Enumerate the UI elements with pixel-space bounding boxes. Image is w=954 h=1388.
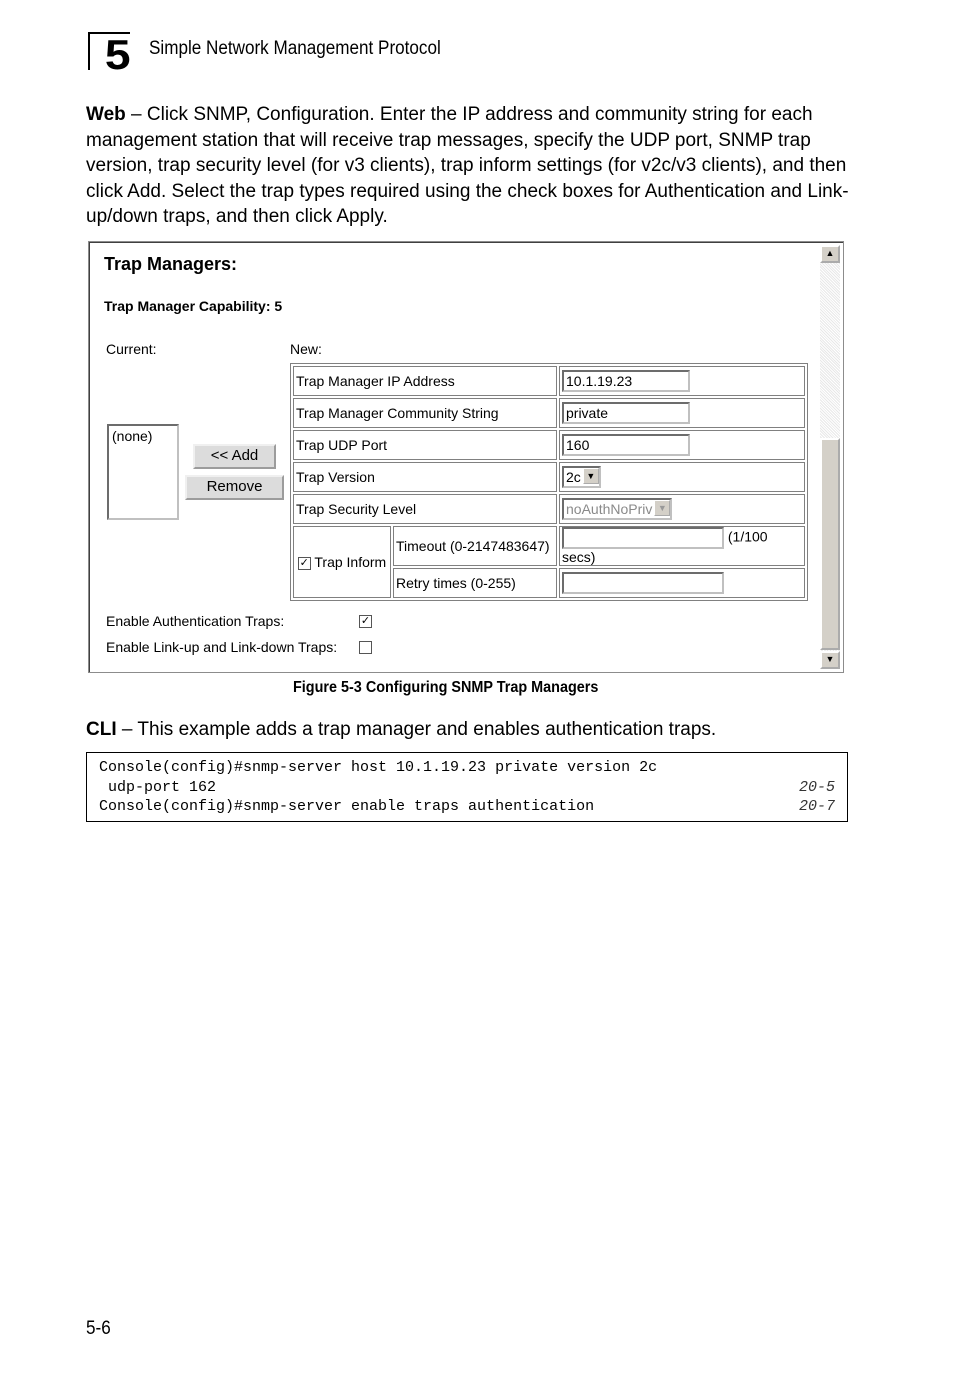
retry-times-cell	[559, 568, 805, 598]
code-line-2: udp-port 162	[99, 779, 217, 796]
add-button[interactable]: << Add	[193, 444, 276, 469]
timeout-cell	[559, 526, 805, 566]
chevron-down-icon[interactable]: ▼	[583, 468, 599, 484]
security-level-value: noAuthNoPriv	[566, 501, 653, 517]
security-level-select[interactable]	[562, 498, 672, 520]
trap-managers-heading: Trap Managers:	[104, 254, 238, 274]
community-string-cell	[559, 398, 805, 428]
chevron-down-icon[interactable]: ▼	[654, 500, 670, 516]
current-trap-managers-list[interactable]	[107, 424, 179, 520]
code-line-1: Console(config)#snmp-server host 10.1.19.23 private version 2c	[99, 759, 658, 776]
community-string-input[interactable]: private	[562, 402, 690, 424]
code-line-3: Console(config)#snmp-server enable traps authentication	[99, 798, 595, 815]
ip-address-input[interactable]: 10.1.19.23	[562, 370, 690, 392]
retry-times-input[interactable]	[562, 572, 724, 594]
code-reference-2: 20-7	[798, 798, 835, 815]
trap-version-value: 2c	[566, 469, 581, 485]
chapter-number: 5	[104, 31, 131, 78]
cli-lead: CLI	[86, 719, 117, 740]
code-reference-1: 20-5	[798, 779, 835, 796]
link-traps-checkbox[interactable]	[359, 641, 372, 654]
chapter-title: Simple Network Management Protocol	[149, 38, 441, 59]
chapter-number-box	[88, 31, 131, 78]
cli-code-block	[86, 752, 848, 822]
trap-inform-label: Trap Inform	[314, 554, 387, 570]
udp-port-label: Trap UDP Port	[293, 430, 557, 460]
scroll-down-icon[interactable]: ▼	[820, 651, 840, 669]
cli-paragraph	[86, 719, 716, 741]
trap-version-cell	[559, 462, 805, 492]
list-item[interactable]: (none)	[112, 428, 153, 444]
figure-caption: Figure 5-3 Configuring SNMP Trap Managers	[293, 679, 599, 696]
trap-inform-checkbox[interactable]: ✓	[299, 556, 309, 569]
trap-version-label: Trap Version	[293, 462, 557, 492]
trap-manager-capability: Trap Manager Capability: 5	[104, 298, 283, 314]
ip-address-label: Trap Manager IP Address	[293, 366, 557, 396]
link-traps-label: Enable Link-up and Link-down Traps:	[106, 639, 338, 655]
udp-port-input[interactable]: 160	[562, 434, 690, 456]
web-lead: Web	[86, 104, 126, 125]
web-instructions-paragraph	[86, 102, 856, 230]
new-label: New:	[290, 341, 322, 357]
security-level-cell	[559, 494, 805, 524]
trap-managers-screenshot	[88, 241, 844, 673]
retry-times-label: Retry times (0-255)	[393, 568, 557, 598]
scroll-up-icon[interactable]: ▲	[820, 245, 840, 263]
auth-traps-checkbox[interactable]: ✓	[360, 615, 371, 627]
auth-traps-label: Enable Authentication Traps:	[106, 613, 285, 629]
vertical-scrollbar[interactable]	[820, 245, 840, 669]
timeout-unit: (1/100 secs)	[562, 528, 768, 565]
trap-inform-cell	[293, 526, 391, 598]
remove-button[interactable]: Remove	[185, 475, 284, 500]
community-string-label: Trap Manager Community String	[293, 398, 557, 428]
ip-address-cell	[559, 366, 805, 396]
cli-text: – This example adds a trap manager and enables authentication traps.	[116, 719, 717, 740]
scrollbar-thumb[interactable]	[820, 438, 840, 650]
timeout-label: Timeout (0-2147483647)	[393, 526, 557, 566]
new-trap-manager-form	[290, 363, 808, 601]
current-label: Current:	[106, 341, 157, 357]
udp-port-cell	[559, 430, 805, 460]
web-text: – Click SNMP, Configuration. Enter the IP address and community string for each management station that will receive trap messages, specify the UDP port, SNMP trap version, trap security level (for v3 clients), trap inform settings (for v2c/v3 clients), and then click Add. Select the trap types required using the check boxes for Authentication and Link-up/down traps, and then click Apply.	[86, 104, 849, 227]
security-level-label: Trap Security Level	[293, 494, 557, 524]
page-number: 5-6	[86, 1318, 111, 1339]
trap-version-select[interactable]	[562, 466, 601, 488]
timeout-input[interactable]	[562, 527, 724, 549]
